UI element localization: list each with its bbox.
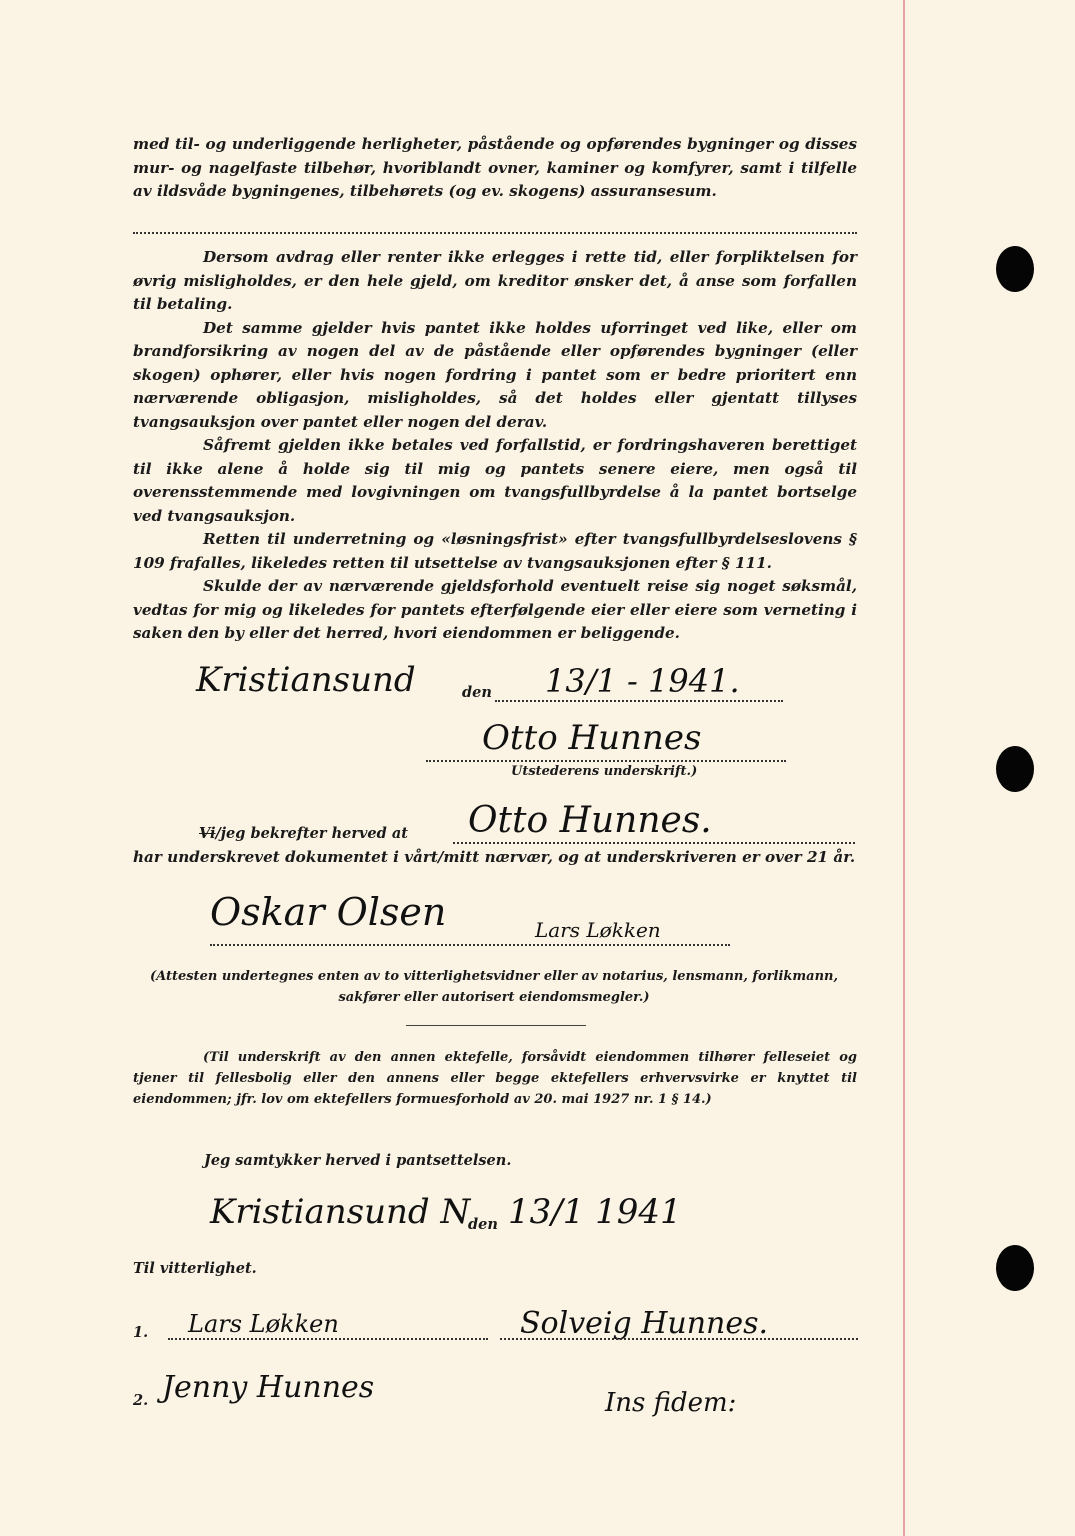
witness-prefix-text: /jeg bekrefter herved at: [215, 825, 408, 842]
struck-vi: Vi: [199, 825, 216, 842]
den-label-2: den: [468, 1216, 498, 1233]
punch-hole-bottom: [996, 1245, 1034, 1291]
issuer-signature: Otto Hunnes: [482, 718, 702, 758]
consent-place-handwritten: Kristiansund N: [210, 1192, 471, 1232]
paragraph-venue: Skulde der av nærværende gjeldsforhold eventuelt reise sig noget søksmål, vedtas for mig og likeledes for pantets efterfølgende eier eller eiere som verneting i saken den by eller det herred, hvori eiendommen er beliggende.: [133, 577, 857, 642]
red-margin-line: [903, 0, 905, 1536]
intro-clause: med til- og underliggende herligheter, påstående og opførendes bygninger og disses mur- og nagelfaste tilbehør, hvoriblandt ovner, kaminer og komfyrer, samt i tilfelle av ildsvåde bygningenes, tilbehørets (og ev. skogens) assuransesum.: [133, 135, 857, 200]
signer-dotted-line: [453, 842, 855, 844]
paragraph-default: Dersom avdrag eller renter ikke erlegges i rette tid, eller forpliktelsen for øvrig misligholdes, er den hele gjeld, om kreditor ønsker det, å anse som forfallen til betaling.: [133, 248, 857, 313]
consenter-note: Ins fidem:: [605, 1388, 737, 1418]
punch-hole-top: [996, 246, 1034, 292]
witness-statement-prefix: [199, 825, 408, 842]
consent-date-handwritten: 13/1 1941: [508, 1192, 682, 1232]
paragraph-insurance: Det samme gjelder hvis pantet ikke holdes uforringet ved like, eller om brandforsikring av nogen del av de påstående eller opførendes bygninger (eller skogen) ophører, eller hvis nogen fordring i pantet som er bedre prioritert enn nærværende obligasjon, misligholdes, så det holdes eller gjentatt tillyses tvangsauksjon over pantet eller nogen del derav.: [133, 318, 857, 431]
paragraph-notice: Retten til underretning og «løsningsfrist» efter tvangsfullbyrdelseslovens § 109 frafalles, likeledes retten til utsettelse av tvangsauksjonen efter § 111.: [133, 530, 857, 572]
date-dotted-line-1: [495, 700, 783, 702]
punch-hole-middle: [996, 746, 1034, 792]
conditions-text: [133, 246, 857, 646]
date-handwritten-1: 13/1 - 1941.: [545, 662, 740, 700]
den-label-1: den: [462, 684, 492, 701]
issuer-dotted-line: [426, 760, 786, 762]
separator-dotted-line: [133, 232, 857, 234]
attest-note: (Attesten undertegnes enten av to vitterlighetsvidner eller av notarius, lensmann, forlikmann, sakfører eller autorisert eiendomsmegler.): [149, 969, 839, 1005]
witness-name-1: Lars Løkken: [188, 1310, 339, 1338]
witness-dotted-line: [210, 944, 730, 946]
issuer-label: Utstederens underskrift.): [511, 764, 698, 779]
witness-number-1: 1.: [133, 1324, 149, 1341]
witness-signature-1: Oskar Olsen: [210, 890, 447, 934]
section-rule: [406, 1025, 586, 1026]
witness-name-2: Jenny Hunnes: [162, 1370, 375, 1405]
witness-signature-2: Lars Løkken: [535, 918, 661, 942]
consenter-signature: Solveig Hunnes.: [520, 1306, 769, 1341]
witness-number-2: 2.: [133, 1392, 149, 1409]
place-handwritten-1: Kristiansund: [196, 660, 416, 700]
consenter-line: [500, 1338, 858, 1340]
witnesses-label: Til vitterlighet.: [133, 1260, 257, 1277]
witness-statement-suffix: har underskrevet dokumentet i vårt/mitt nærvær, og at underskriveren er over 21 år.: [133, 848, 856, 866]
paragraph-forced-sale: Såfremt gjelden ikke betales ved forfallstid, er fordringshaveren berettiget til ikke alene å holde sig til mig og pantets senere eiere, men også til overensstemmende med lovgivningen om tvangsfullbyrdelse å la pantet bortselge ved tvangsauksjon.: [133, 436, 857, 525]
consent-text: Jeg samtykker herved i pantsettelsen.: [204, 1152, 512, 1169]
spouse-note: (Til underskrift av den annen ektefelle, forsåvidt eiendommen tilhører felleseiet og tjener til fellesbolig eller den annens eller begge ektefellers erhvervsvirke er knyttet til eiendommen; jfr. lov om ektefellers formuesforhold av 20. mai 1927 nr. 1 § 14.): [133, 1050, 857, 1107]
signer-name-handwritten: Otto Hunnes.: [468, 800, 712, 841]
witness-line-1: [168, 1338, 488, 1340]
